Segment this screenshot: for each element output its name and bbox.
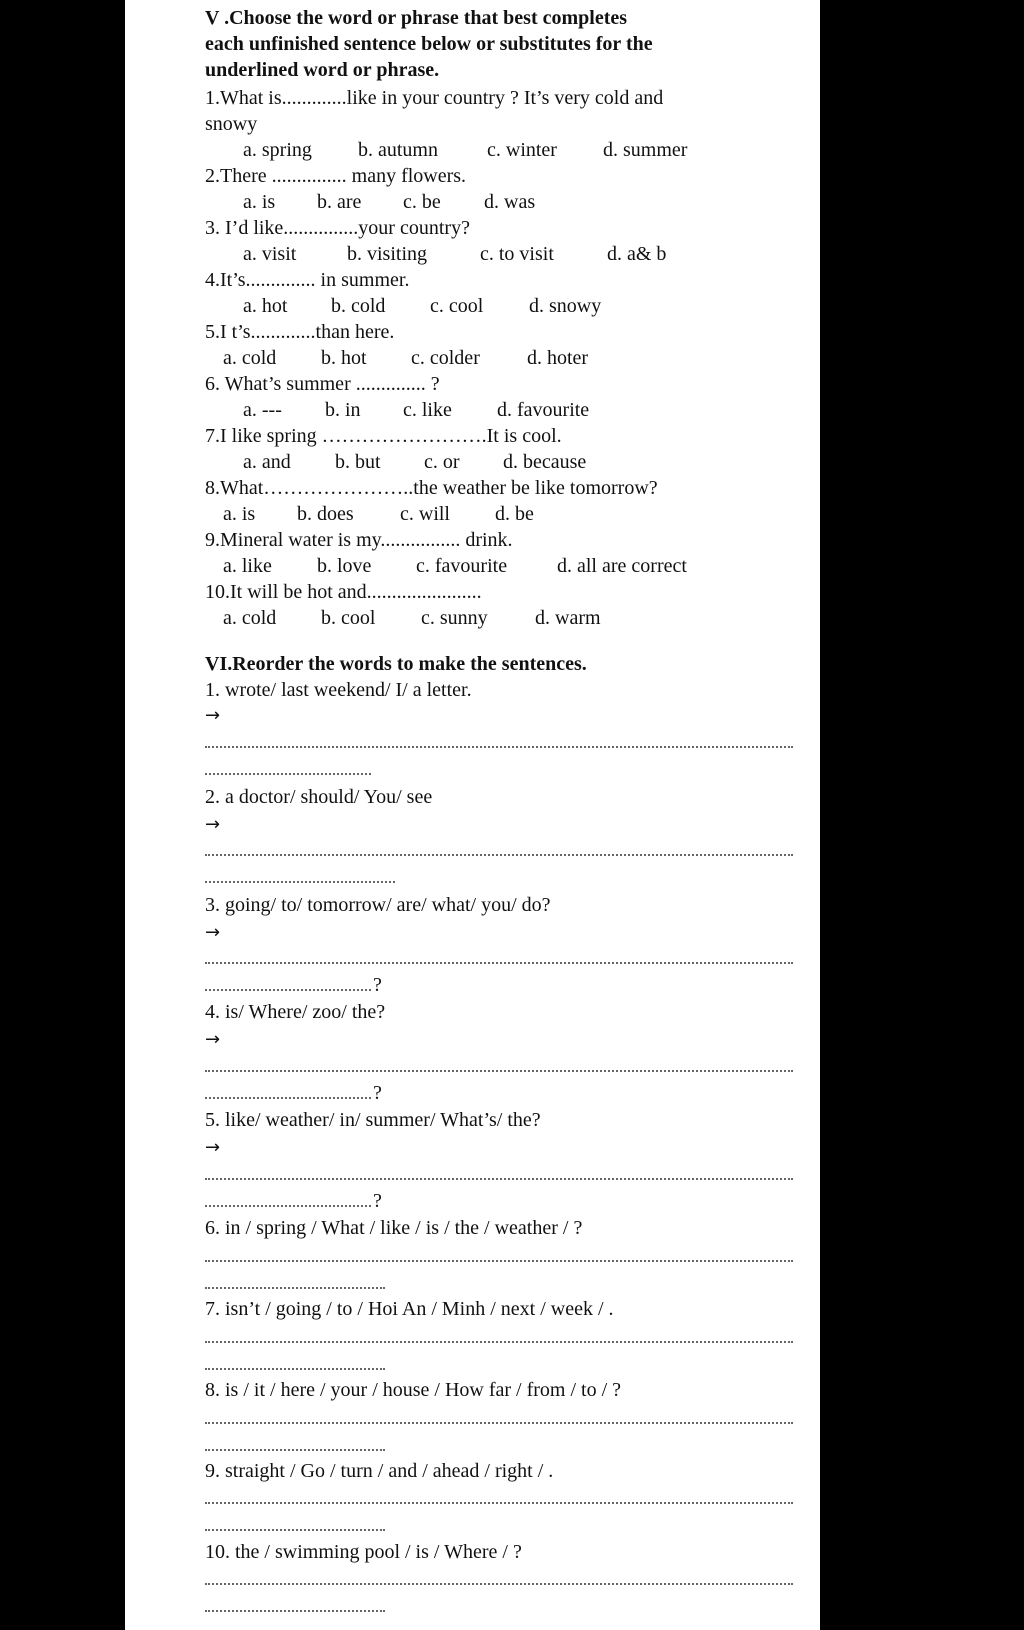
answer-line[interactable] (205, 1287, 385, 1289)
question-1-option-a: a. spring (243, 139, 312, 161)
question-9-text: 9.Mineral water is my................ drink. (205, 529, 513, 551)
arrow-icon: → (205, 705, 221, 726)
answer-line[interactable] (205, 989, 371, 991)
section-v-heading-line: V .Choose the word or phrase that best completes (205, 7, 628, 29)
answer-line[interactable] (205, 773, 371, 775)
answer-line[interactable] (205, 881, 395, 883)
question-6-option-c: c. like (403, 399, 452, 421)
question-8-text: 8.What…………………..the weather be like tomorrow? (205, 477, 658, 499)
question-7-option-c: c. or (424, 451, 460, 473)
question-4-option-d: d. snowy (529, 295, 602, 317)
arrow-icon: → (205, 922, 221, 943)
reorder-prompt-8: 8. is / it / here / your / house / How far / from / to / ? (205, 1379, 622, 1401)
question-1-option-c: c. winter (487, 139, 557, 161)
answer-line[interactable] (205, 1422, 793, 1424)
reorder-prompt-7: 7. isn’t / going / to / Hoi An / Minh / next / week / . (205, 1298, 614, 1320)
reorder-prompt-1: 1. wrote/ last weekend/ I/ a letter. (205, 679, 472, 701)
arrow-icon: → (205, 814, 221, 835)
question-5-option-c: c. colder (411, 347, 480, 369)
arrow-icon: → (205, 1029, 221, 1050)
reorder-prompt-2: 2. a doctor/ should/ You/ see (205, 786, 433, 808)
question-10-option-b: b. cool (321, 607, 376, 629)
section-v-heading-line: each unfinished sentence below or substitutes for the (205, 33, 653, 55)
answer-line[interactable] (205, 962, 793, 964)
answer-line[interactable] (205, 1341, 793, 1343)
question-8-option-b: b. does (297, 503, 354, 525)
question-7-option-a: a. and (243, 451, 291, 473)
answer-line[interactable] (205, 1097, 371, 1099)
answer-line[interactable] (205, 1070, 793, 1072)
question-9-option-d: d. all are correct (557, 555, 687, 577)
question-5-option-d: d. hoter (527, 347, 589, 369)
question-10-option-a: a. cold (223, 607, 277, 629)
question-6-option-d: d. favourite (497, 399, 590, 421)
question-9-option-a: a. like (223, 555, 272, 577)
question-3-option-d: d. a& b (607, 243, 667, 265)
answer-line[interactable] (205, 1529, 385, 1531)
question-7-option-d: d. because (503, 451, 587, 473)
question-8-option-d: d. be (495, 503, 534, 525)
question-1-text: snowy (205, 113, 258, 135)
question-10-text: 10.It will be hot and....................... (205, 581, 482, 603)
question-9-option-b: b. love (317, 555, 372, 577)
question-7-option-b: b. but (335, 451, 381, 473)
question-7-text: 7.I like spring …………………….It is cool. (205, 425, 562, 447)
answer-line[interactable] (205, 1610, 385, 1612)
question-8-option-a: a. is (223, 503, 256, 525)
question-10-option-d: d. warm (535, 607, 601, 629)
arrow-icon: → (205, 1137, 221, 1158)
answer-line[interactable] (205, 1178, 793, 1180)
answer-line[interactable] (205, 1502, 793, 1504)
question-3-option-b: b. visiting (347, 243, 428, 265)
question-2-option-d: d. was (484, 191, 536, 213)
answer-line[interactable] (205, 1205, 371, 1207)
question-2-option-b: b. are (317, 191, 362, 213)
question-5-option-b: b. hot (321, 347, 367, 369)
question-4-option-a: a. hot (243, 295, 288, 317)
question-6-option-b: b. in (325, 399, 361, 421)
answer-line[interactable] (205, 746, 793, 748)
question-10-option-c: c. sunny (421, 607, 488, 629)
reorder-prompt-10: 10. the / swimming pool / is / Where / ? (205, 1541, 522, 1563)
question-5-option-a: a. cold (223, 347, 277, 369)
question-3-option-a: a. visit (243, 243, 297, 265)
answer-end-mark: ? (373, 974, 382, 996)
question-2-option-c: c. be (403, 191, 441, 213)
question-3-option-c: c. to visit (480, 243, 554, 265)
question-1-option-b: b. autumn (358, 139, 438, 161)
question-1-text: 1.What is.............like in your country ? It’s very cold and (205, 87, 664, 109)
question-4-text: 4.It’s.............. in summer. (205, 269, 410, 291)
section-v-heading-line: underlined word or phrase. (205, 59, 440, 81)
answer-end-mark: ? (373, 1082, 382, 1104)
question-2-option-a: a. is (243, 191, 276, 213)
question-4-option-b: b. cold (331, 295, 386, 317)
answer-line[interactable] (205, 1368, 385, 1370)
question-8-option-c: c. will (400, 503, 450, 525)
question-6-option-a: a. --- (243, 399, 282, 421)
answer-end-mark: ? (373, 1190, 382, 1212)
reorder-prompt-3: 3. going/ to/ tomorrow/ are/ what/ you/ do? (205, 894, 551, 916)
answer-line[interactable] (205, 1583, 793, 1585)
answer-line[interactable] (205, 1449, 385, 1451)
reorder-prompt-9: 9. straight / Go / turn / and / ahead / right / . (205, 1460, 554, 1482)
question-5-text: 5.I t’s.............than here. (205, 321, 395, 343)
reorder-prompt-4: 4. is/ Where/ zoo/ the? (205, 1001, 386, 1023)
answer-line[interactable] (205, 1260, 793, 1262)
question-2-text: 2.There ............... many flowers. (205, 165, 467, 187)
worksheet-page (125, 0, 820, 1630)
section-vi-heading: VI.Reorder the words to make the sentences. (205, 653, 587, 675)
reorder-prompt-5: 5. like/ weather/ in/ summer/ What’s/ the? (205, 1109, 541, 1131)
question-4-option-c: c. cool (430, 295, 484, 317)
question-1-option-d: d. summer (603, 139, 688, 161)
question-3-text: 3. I’d like...............your country? (205, 217, 470, 239)
question-9-option-c: c. favourite (416, 555, 508, 577)
question-6-text: 6. What’s summer .............. ? (205, 373, 440, 395)
answer-line[interactable] (205, 854, 793, 856)
reorder-prompt-6: 6. in / spring / What / like / is / the / weather / ? (205, 1217, 583, 1239)
